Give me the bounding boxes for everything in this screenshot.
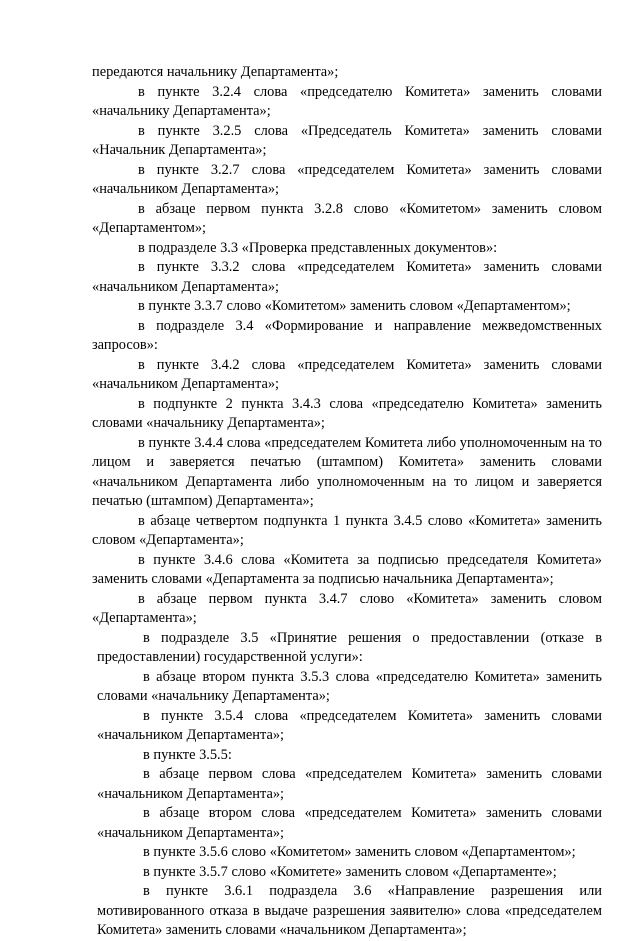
paragraph-21: в абзаце втором слова «председателем Комитета» заменить словами «начальником Департамента»; [97, 805, 602, 841]
paragraph-5: в абзаце первом пункта 3.2.8 слово «Комитетом» заменить словом «Департаментом»; [92, 200, 602, 236]
paragraph-9: в подразделе 3.4 «Формирование и направление межведомственных запросов»: [92, 317, 602, 353]
paragraph-12: в пункте 3.4.4 слова «председателем Комитета либо уполномоченным на то лицом и заверяется печатью (штампом) Комитета» заменить словами «начальником Департамента либо уполномоченным на то лицом и заверяется печатью (штампом) Департамента»; [92, 434, 602, 509]
paragraph-8: в пункте 3.3.7 слово «Комитетом» заменить словом «Департаментом»; [138, 298, 571, 314]
paragraph-20: в абзаце первом слова «председателем Комитета» заменить словами «начальником Департамента»; [97, 766, 602, 802]
paragraph-4: в пункте 3.2.7 слова «председателем Комитета» заменить словами «начальником Департамента»; [92, 161, 602, 197]
paragraph-13: в абзаце четвертом подпункта 1 пункта 3.4.5 слово «Комитета» заменить словом «Департамента»; [92, 512, 602, 548]
paragraph-7: в пункте 3.3.2 слова «председателем Комитета» заменить словами «начальником Департамента»; [92, 259, 602, 295]
paragraph-1: передаются начальнику Департамента»; [92, 64, 339, 80]
paragraph-10: в пункте 3.4.2 слова «председателем Комитета» заменить словами «начальником Департамента»; [92, 356, 602, 392]
paragraph-3: в пункте 3.2.5 слова «Председатель Комитета» заменить словами «Начальник Департамента»; [92, 122, 602, 158]
paragraph-17: в абзаце втором пункта 3.5.3 слова «председателю Комитета» заменить словами «начальнику Департамента»; [97, 668, 602, 704]
paragraph-2: в пункте 3.2.4 слова «председателю Комитета» заменить словами «начальнику Департамента»; [92, 83, 602, 119]
paragraph-15: в абзаце первом пункта 3.4.7 слово «Комитета» заменить словом «Департамента»; [92, 590, 602, 626]
paragraph-19: в пункте 3.5.5: [143, 746, 232, 763]
paragraph-14: в пункте 3.4.6 слова «Комитета за подписью председателя Комитета» заменить словами «Департамента за подписью начальника Департамента»; [92, 551, 602, 587]
paragraph-11: в подпункте 2 пункта 3.4.3 слова «председателю Комитета» заменить словами «начальнику Департамента»; [92, 395, 602, 431]
paragraph-22: в пункте 3.5.6 слово «Комитетом» заменить словом «Департаментом»; [143, 844, 576, 860]
paragraph-23: в пункте 3.5.7 слово «Комитете» заменить словом «Департаменте»; [143, 863, 557, 880]
paragraph-6: в подразделе 3.3 «Проверка представленных документов»: [138, 239, 498, 256]
paragraph-18: в пункте 3.5.4 слова «председателем Комитета» заменить словами «начальником Департамента»; [97, 707, 602, 743]
document-body [92, 63, 602, 941]
paragraph-16: в подразделе 3.5 «Принятие решения о предоставлении (отказе в предоставлении) государственной услуги»: [97, 629, 602, 665]
paragraph-24: в пункте 3.6.1 подраздела 3.6 «Направление разрешения или мотивированного отказа в выдаче разрешения заявителю» слова «председателем Комитета» заменить словами «начальником Департамента»; [97, 883, 602, 938]
